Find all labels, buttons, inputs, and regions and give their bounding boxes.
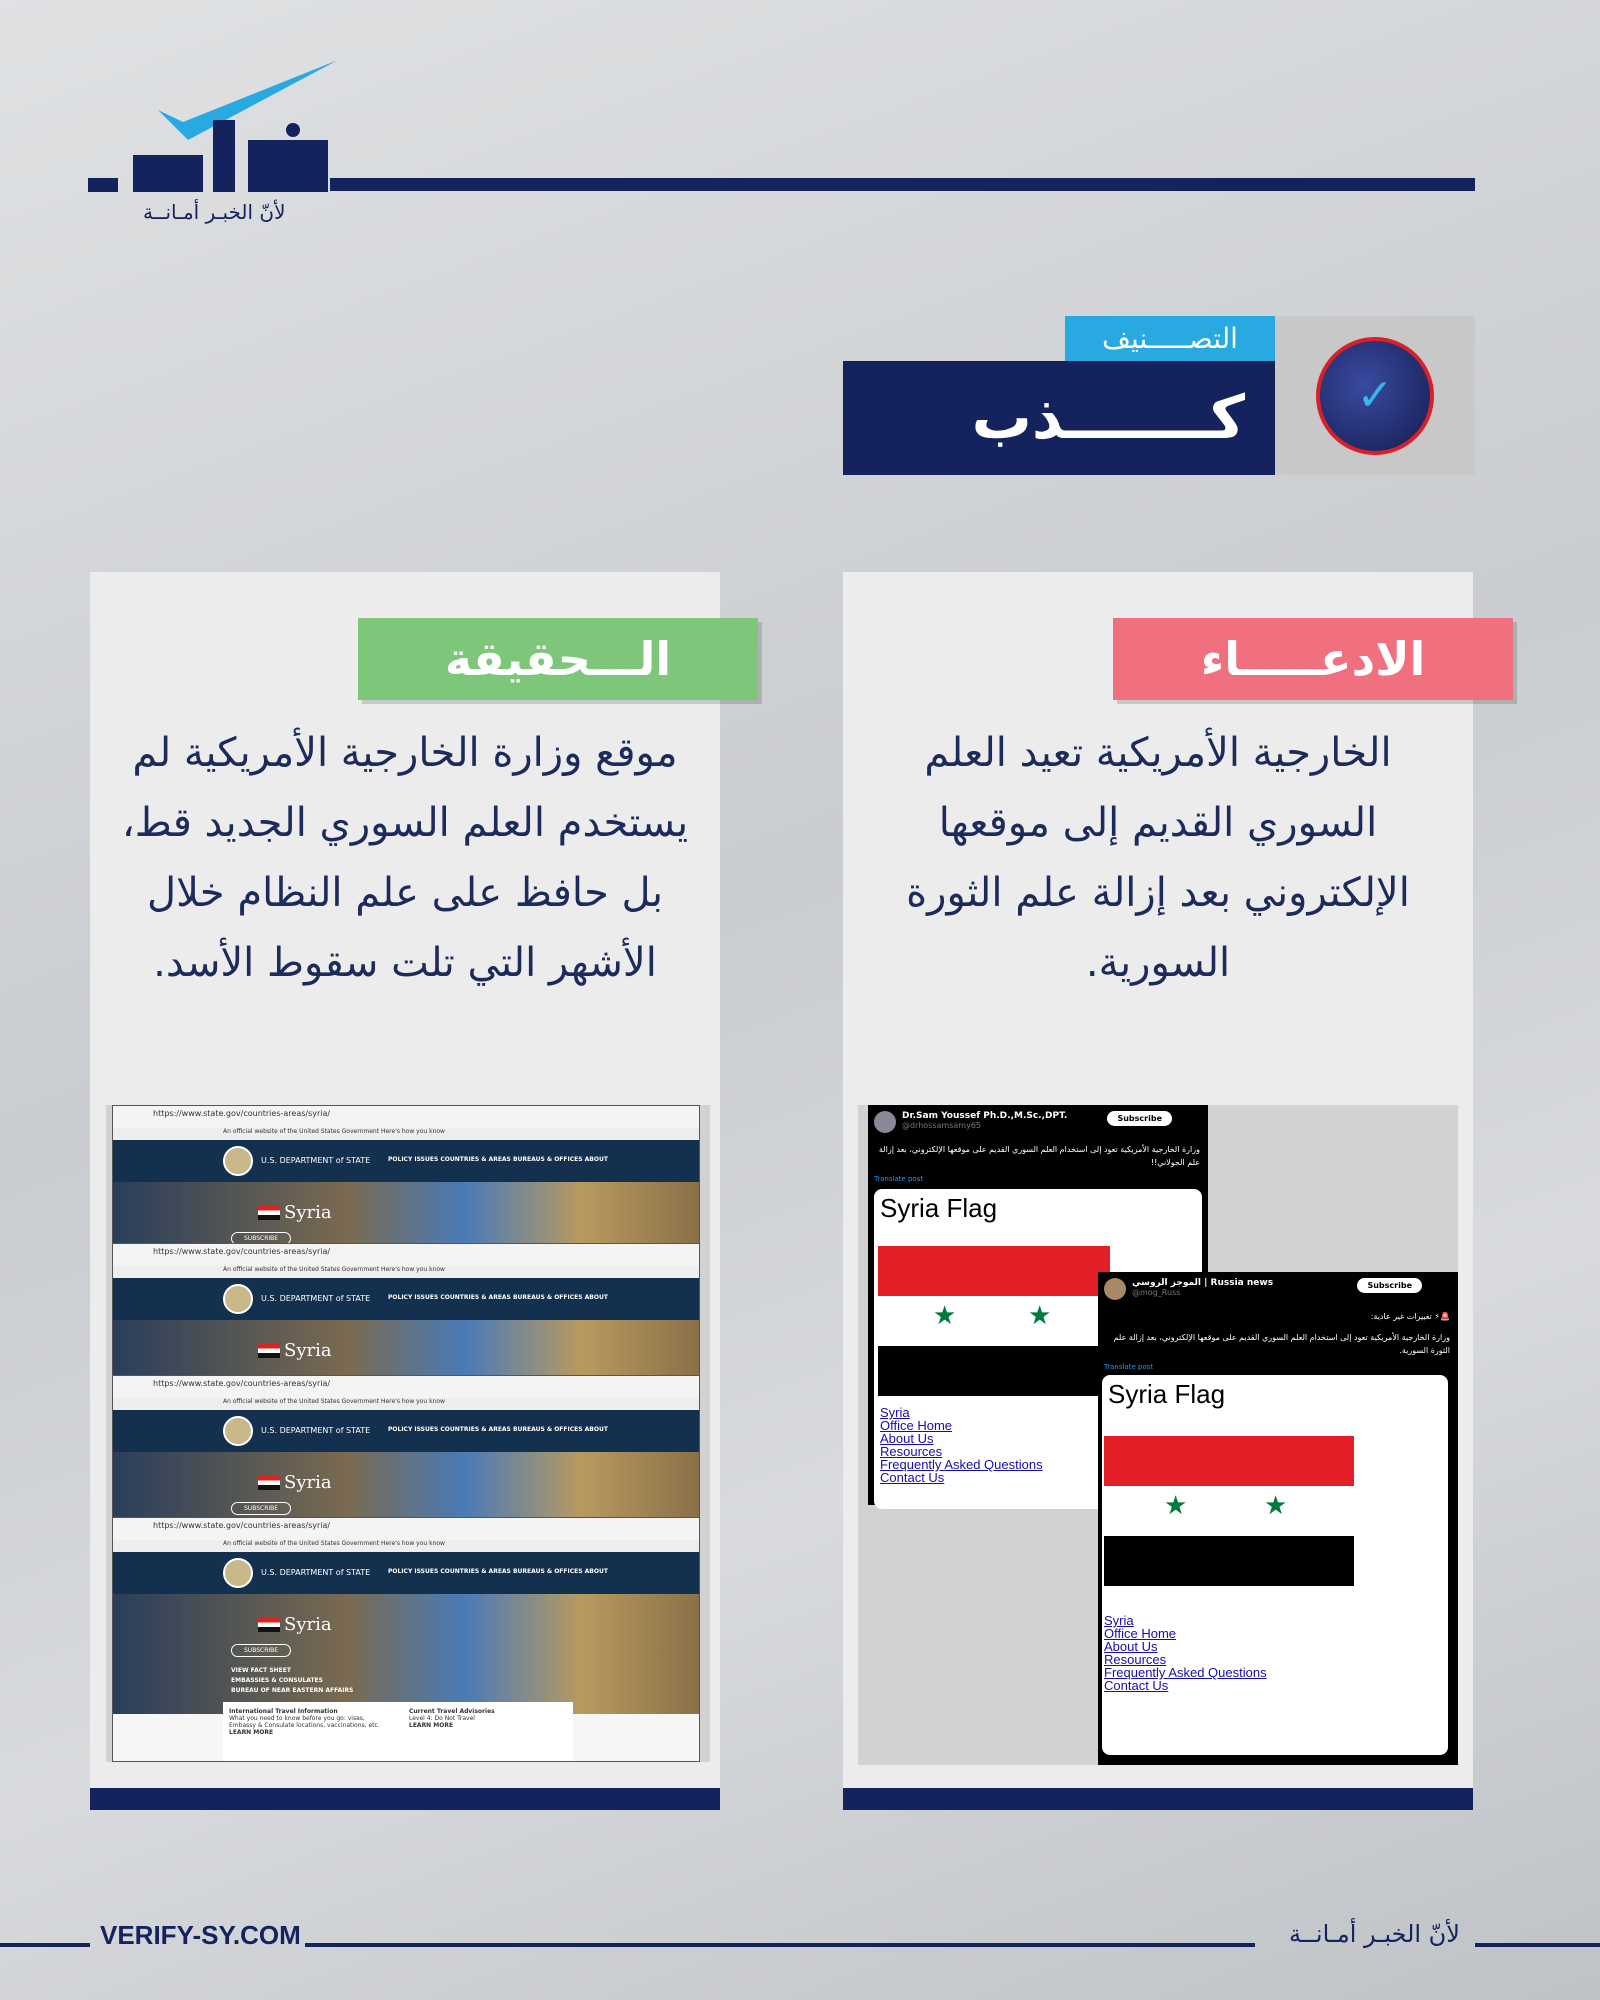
url-bar: https://www.state.gov/countries-areas/syria/ [113, 1376, 699, 1398]
gov-banner: An official website of the United States Government Here's how you know [113, 1398, 699, 1410]
old-syria-flag: ★ ★ [1104, 1436, 1354, 1586]
dept-name: U.S. DEPARTMENT of STATE [261, 1156, 371, 1165]
tweet-headline: 🚨⚡ تغييرات غير عادية: [1370, 1312, 1450, 1321]
country-name: Syria [284, 1340, 332, 1361]
tweet-handle: @drhossamsamy65 [902, 1121, 981, 1130]
translate-link: Translate post [874, 1175, 924, 1183]
claim-text: الخارجية الأمريكية تعيد العلم السوري القديم إلى موقعها الإلكتروني بعد إزالة علم الثورة السورية. [906, 730, 1410, 986]
subscribe-button: SUBSCRIBE [231, 1502, 291, 1515]
translate-link: Translate post [1104, 1363, 1154, 1371]
site-menu: POLICY ISSUES COUNTRIES & AREAS BUREAUS & OFFICES ABOUT [388, 1426, 608, 1433]
dept-name: U.S. DEPARTMENT of STATE [261, 1426, 371, 1435]
url-bar: https://www.state.gov/countries-areas/syria/ [113, 1244, 699, 1266]
url-bar: https://www.state.gov/countries-areas/syria/ [113, 1106, 699, 1128]
link-syria: Syria [1104, 1613, 1134, 1628]
embassies-link: EMBASSIES & CONSULATES [231, 1677, 323, 1684]
tweet-author: Dr.Sam Youssef Ph.D.,M.Sc.,DPT. [902, 1111, 1068, 1121]
link-resources: Resources [880, 1444, 943, 1459]
fact-screenshots [106, 1105, 710, 1762]
link-contact: Contact Us [880, 1470, 945, 1485]
card-title: Syria Flag [880, 1193, 998, 1223]
tweet-2 [1098, 1272, 1458, 1765]
seal-icon [223, 1558, 253, 1588]
site-url[interactable]: VERIFY-SY.COM [100, 1920, 301, 1950]
link-contact: Contact Us [1104, 1678, 1169, 1693]
footer-line [0, 1943, 90, 1947]
tweet-text: وزارة الخارجية الأمريكية تعود إلى استخدام العلم السوري القديم على موقعها الإلكتروني، بعد إزالة علم الجولاني!! [878, 1145, 1200, 1167]
country-name: Syria [284, 1202, 332, 1223]
logo-tagline: لأنّ الخبـر أمـانــة [143, 200, 286, 224]
state-site-capture [112, 1375, 700, 1525]
seal-icon [223, 1146, 253, 1176]
link-faq: Frequently Asked Questions [1104, 1665, 1267, 1680]
flag-icon [258, 1476, 280, 1490]
header-divider [330, 178, 1475, 191]
claim-screenshots [858, 1105, 1458, 1765]
fact-text: موقع وزارة الخارجية الأمريكية لم يستخدم العلم السوري الجديد قط، بل حافظ على علم النظام خلال الأشهر التي تلت سقوط الأسد. [121, 730, 689, 986]
fact-panel-bar [90, 1788, 720, 1810]
subscribe-button: SUBSCRIBE [231, 1232, 291, 1245]
subscribe-button: Subscribe [1357, 1278, 1422, 1293]
footer-line [1475, 1943, 1600, 1947]
link-about: About Us [880, 1431, 934, 1446]
link-resources: Resources [1104, 1652, 1167, 1667]
claim-panel-bar [843, 1788, 1473, 1810]
link-office-home: Office Home [880, 1418, 953, 1433]
gov-banner: An official website of the United States Government Here's how you know [113, 1266, 699, 1278]
check-logo-icon: ✓ [1316, 337, 1434, 455]
fact-sheet-link: VIEW FACT SHEET [231, 1667, 291, 1674]
card-title: Syria Flag [1108, 1379, 1226, 1409]
advisory-title: Current Travel Advisories [409, 1708, 495, 1715]
flag-icon [258, 1206, 280, 1220]
avatar [874, 1111, 896, 1133]
state-site-capture [112, 1243, 700, 1383]
link-office-home: Office Home [1104, 1626, 1177, 1641]
subscribe-button: Subscribe [1107, 1111, 1172, 1126]
fact-header: الـــحقيقة [358, 618, 758, 700]
avatar [1104, 1278, 1126, 1300]
bureau-link: BUREAU OF NEAR EASTERN AFFAIRS [231, 1687, 354, 1694]
tweet-card [1102, 1375, 1448, 1755]
classification-label: التصـــــنيف [1065, 316, 1275, 361]
country-title [258, 1340, 332, 1361]
site-menu: POLICY ISSUES COUNTRIES & AREAS BUREAUS & OFFICES ABOUT [388, 1294, 608, 1301]
state-site-capture [112, 1517, 700, 1762]
logo-mark-icon [88, 60, 338, 200]
seal-icon [223, 1284, 253, 1314]
link-syria: Syria [880, 1405, 910, 1420]
link-faq: Frequently Asked Questions [880, 1457, 1043, 1472]
classification-badge [1275, 316, 1475, 475]
tweet-text: وزارة الخارجية الأمريكية تعود إلى استخدام العلم السوري القديم على موقعها الإلكتروني، بعد إزالة علم الثورة السورية. [1113, 1333, 1450, 1355]
advisory-text: Level 4: Do Not Travel [409, 1715, 475, 1722]
site-menu: POLICY ISSUES COUNTRIES & AREAS BUREAUS & OFFICES ABOUT [388, 1568, 608, 1575]
subscribe-button: SUBSCRIBE [231, 1644, 291, 1657]
link-about: About Us [1104, 1639, 1158, 1654]
claim-header: الادعـــــاء [1113, 618, 1513, 700]
footer-line [305, 1943, 1255, 1947]
learn-more-link: LEARN MORE [229, 1729, 274, 1736]
country-title [258, 1202, 332, 1223]
classification-value: كـــــــذب [843, 361, 1275, 475]
country-name: Syria [284, 1472, 332, 1493]
seal-icon [223, 1416, 253, 1446]
old-syria-flag: ★ ★ [878, 1246, 1110, 1396]
country-name: Syria [284, 1614, 332, 1635]
state-site-capture [112, 1105, 700, 1245]
tweet-author: الموجز الروسي | Russia news [1132, 1278, 1274, 1288]
travel-info-text: What you need to know before you go: visas, Embassy & Consulate locations, vaccinations, etc. [229, 1715, 380, 1729]
footer-tagline: لأنّ الخبـر أمـانــة [1288, 1920, 1460, 1948]
gov-banner: An official website of the United States Government Here's how you know [113, 1128, 699, 1140]
dept-name: U.S. DEPARTMENT of STATE [261, 1568, 371, 1577]
dept-name: U.S. DEPARTMENT of STATE [261, 1294, 371, 1303]
tweet-handle: @mog_Russ [1132, 1288, 1181, 1297]
flag-icon [258, 1344, 280, 1358]
travel-info-title: International Travel Information [229, 1708, 338, 1715]
country-title [258, 1614, 332, 1635]
logo [88, 60, 338, 230]
country-title [258, 1472, 332, 1493]
url-bar: https://www.state.gov/countries-areas/syria/ [113, 1518, 699, 1540]
learn-more-link: LEARN MORE [409, 1722, 454, 1729]
gov-banner: An official website of the United States Government Here's how you know [113, 1540, 699, 1552]
flag-icon [258, 1618, 280, 1632]
site-menu: POLICY ISSUES COUNTRIES & AREAS BUREAUS & OFFICES ABOUT [388, 1156, 608, 1163]
